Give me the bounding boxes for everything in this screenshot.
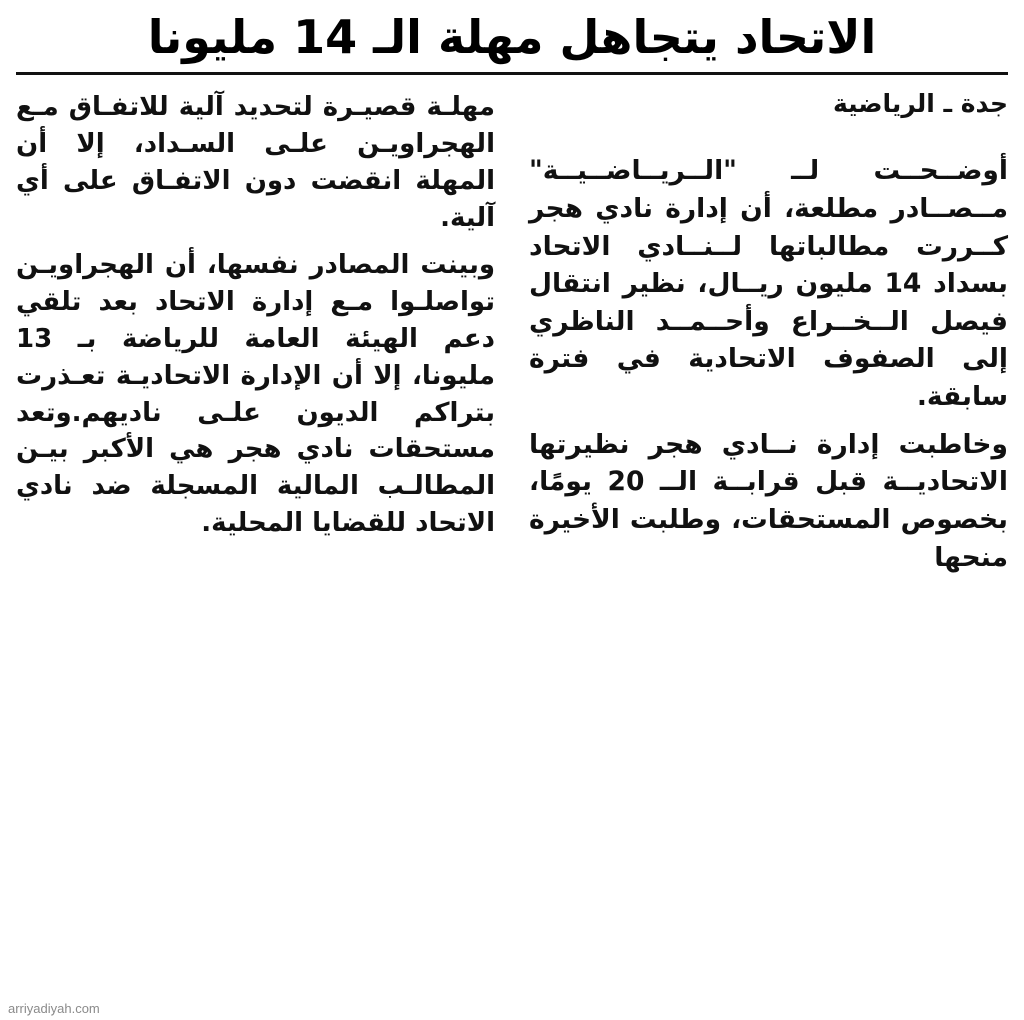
paragraph: أوضــحــت لــ "الــريــاضــيــة" مــصــادر مطلعة، أن إدارة نادي هجر كــررت مطالباتها لــنــادي الاتحاد بسداد 14 مليون ريــال، نظير انتقال فيصل الــخــراع وأحــمــد الناظري إلى الصفوف الاتحادية في فترة سابقة. — [529, 155, 1008, 413]
article-headline: الاتحاد يتجاهل مهلة الـ 14 مليونا — [147, 10, 877, 64]
column-left — [16, 89, 495, 586]
paragraph: مهلـة قصيـرة لتحديد آلية للاتفـاق مـع الهجراويـن علـى السـداد، إلا أن المهلة انقضت دون الاتفـاق على أي آلية. — [16, 92, 495, 233]
site-watermark: arriyadiyah.com — [8, 1001, 100, 1016]
paragraph: وبينت المصادر نفسها، أن الهجراويـن تواصلـوا مـع إدارة الاتحاد بعد تلقي دعم الهيئة العامة للرياضة بـ 13 مليونا، إلا أن الإدارة الاتحاديـة تعـذرت بتراكم الديون علـى ناديهم.وتعد مستحقات نادي هجر هي الأكبر بيـن المطالـب المالية المسجلة ضد نادي الاتحاد للقضايا المحلية. — [16, 249, 495, 539]
article-columns — [16, 89, 1008, 586]
column-right — [529, 89, 1008, 586]
article-dateline: جدة ـ الرياضية — [833, 89, 1008, 119]
paragraph: وخاطبت إدارة نــادي هجر نظيرتها الاتحاديــة قبل قرابــة الــ 20 يومًا، بخصوص المستحقات، وطلبت الأخيرة منحها — [529, 428, 1008, 573]
headline-divider — [16, 72, 1008, 75]
